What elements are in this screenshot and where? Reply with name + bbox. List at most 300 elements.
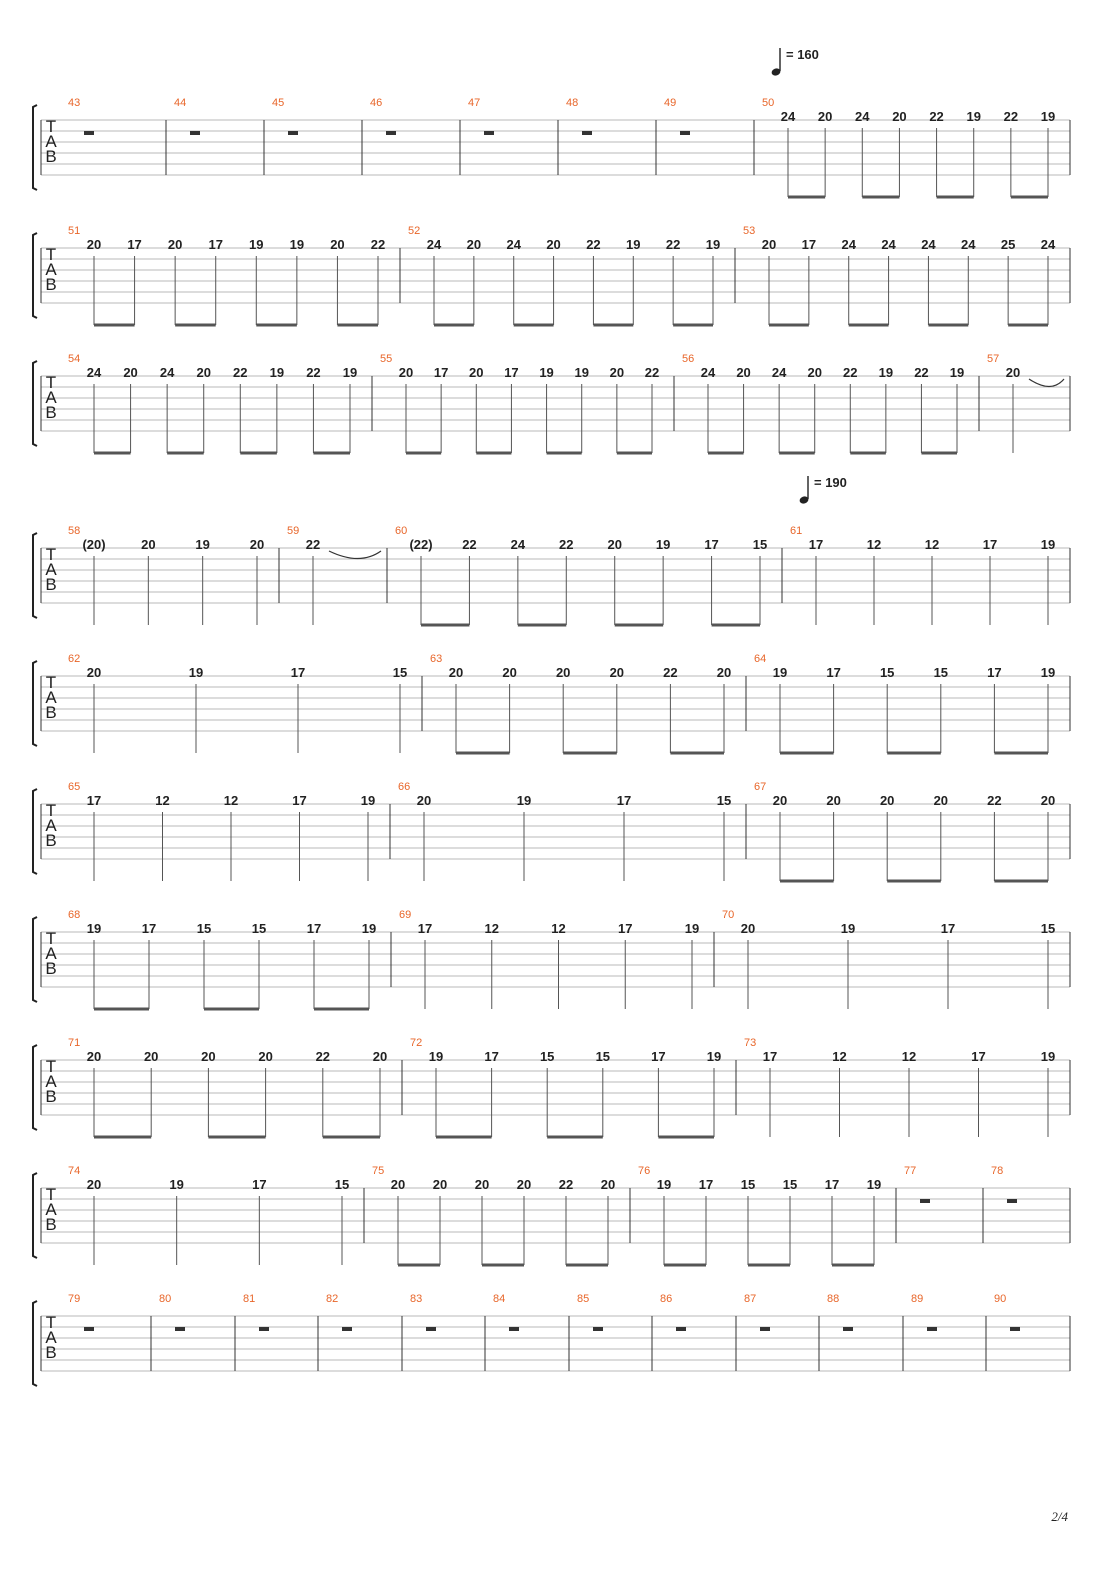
tab-clef-letter: B: [45, 275, 57, 294]
measure-number: 86: [660, 1293, 673, 1305]
tab-system: [33, 1293, 1070, 1386]
fret-number: 20: [123, 365, 138, 380]
fret-number: 19: [626, 237, 641, 252]
measure: [754, 653, 1055, 753]
fret-number: (20): [82, 537, 106, 552]
measure-number: 43: [68, 97, 81, 109]
fret-number: 19: [169, 1177, 184, 1192]
measure: [827, 1293, 853, 1331]
whole-rest: [760, 1327, 770, 1331]
tab-clef-letter: A: [45, 132, 57, 151]
measure: [790, 525, 1055, 625]
fret-number: 22: [305, 537, 321, 552]
fret-number: 22: [843, 365, 858, 380]
fret-number: 22: [929, 109, 944, 124]
fret-number: 20: [826, 793, 841, 808]
tab-clef-letter: T: [45, 245, 57, 264]
fret-number: 20: [607, 537, 622, 552]
fret-number: 20: [398, 365, 414, 380]
measure: [174, 97, 200, 135]
tab-clef-letter: A: [45, 1328, 57, 1347]
measure-number: 90: [994, 1293, 1007, 1305]
fret-number: 17: [141, 921, 157, 936]
fret-number: 24: [855, 109, 870, 124]
measure-number: 80: [159, 1293, 172, 1305]
measure-number: 66: [398, 781, 411, 793]
fret-number: 24: [86, 365, 102, 380]
fret-number: 15: [1040, 921, 1056, 936]
fret-number: 20: [141, 537, 156, 552]
tab-system: [33, 653, 1070, 753]
fret-number: 20: [416, 793, 432, 808]
tab-system: [33, 525, 1070, 625]
measure: [987, 353, 1064, 453]
whole-rest: [1010, 1327, 1020, 1331]
fret-number: 20: [466, 237, 482, 252]
fret-number: 24: [921, 237, 936, 252]
fret-number: 20: [448, 665, 464, 680]
measure: [68, 353, 357, 453]
fret-number: 20: [469, 365, 484, 380]
measure-number: 88: [827, 1293, 840, 1305]
tie-arc: [329, 551, 381, 559]
measure: [638, 1165, 881, 1265]
measure-number: 71: [68, 1037, 81, 1049]
fret-number: 15: [539, 1049, 555, 1064]
fret-number: 17: [616, 793, 632, 808]
fret-number: 22: [987, 793, 1002, 808]
whole-rest: [1007, 1199, 1017, 1203]
fret-number: 25: [1000, 237, 1016, 252]
tab-system: [33, 225, 1070, 325]
fret-number: 17: [982, 537, 998, 552]
tab-clef-letter: B: [45, 1343, 57, 1362]
measure-number: 57: [987, 353, 1000, 365]
measure-number: 81: [243, 1293, 256, 1305]
fret-number: 20: [201, 1049, 216, 1064]
fret-number: 12: [924, 537, 940, 552]
tab-clef-letter: T: [45, 929, 57, 948]
whole-rest: [386, 131, 396, 135]
measure: [68, 525, 264, 625]
fret-number: 19: [360, 793, 376, 808]
fret-number: 19: [705, 237, 721, 252]
fret-number: 20: [167, 237, 183, 252]
fret-number: 24: [159, 365, 175, 380]
fret-number: 20: [516, 1177, 532, 1192]
fret-number: 20: [736, 365, 751, 380]
measure: [68, 1165, 349, 1265]
measure: [410, 1037, 721, 1137]
system-bracket: [33, 1045, 37, 1130]
whole-rest: [593, 1327, 603, 1331]
fret-number: 20: [609, 665, 625, 680]
fret-number: 17: [306, 921, 322, 936]
fret-number: 20: [249, 537, 265, 552]
measure: [744, 1293, 770, 1331]
fret-number: 24: [1040, 237, 1056, 252]
fret-number: 17: [618, 921, 633, 936]
tab-clef-letter: T: [45, 373, 57, 392]
measure-number: 79: [68, 1293, 81, 1305]
fret-number: 17: [127, 237, 142, 252]
fret-number: 22: [306, 365, 321, 380]
fret-number: 17: [808, 537, 824, 552]
fret-number: 22: [370, 237, 386, 252]
whole-rest: [927, 1327, 937, 1331]
fret-number: 19: [655, 537, 671, 552]
tab-clef-letter: B: [45, 703, 57, 722]
whole-rest: [509, 1327, 519, 1331]
tab-system: [33, 909, 1070, 1009]
measure-number: 77: [904, 1165, 917, 1177]
system-bracket: [33, 789, 37, 874]
measure-number: 49: [664, 97, 677, 109]
measure: [68, 225, 385, 325]
fret-number: 19: [342, 365, 358, 380]
fret-number: 15: [595, 1049, 611, 1064]
fret-number: 22: [663, 665, 678, 680]
whole-rest: [582, 131, 592, 135]
measure-number: 73: [744, 1037, 757, 1049]
fret-number: 17: [433, 365, 449, 380]
fret-number: 20: [196, 365, 211, 380]
fret-number: 24: [841, 237, 856, 252]
measure-number: 44: [174, 97, 187, 109]
fret-number: 20: [546, 237, 561, 252]
measure: [287, 525, 381, 625]
fret-number: 12: [901, 1049, 917, 1064]
whole-rest: [676, 1327, 686, 1331]
fret-number: 20: [86, 1177, 102, 1192]
tab-system: [33, 1165, 1070, 1265]
whole-rest: [259, 1327, 269, 1331]
whole-rest: [84, 1327, 94, 1331]
fret-number: 17: [252, 1177, 267, 1192]
fret-number: 17: [208, 237, 223, 252]
measure: [272, 97, 298, 135]
measure-number: 46: [370, 97, 383, 109]
measure-number: 64: [754, 653, 767, 665]
fret-number: 20: [474, 1177, 490, 1192]
fret-number: 12: [223, 793, 239, 808]
fret-number: 19: [1040, 665, 1056, 680]
measure: [68, 1037, 387, 1137]
measure-number: 75: [372, 1165, 385, 1177]
fret-number: 20: [555, 665, 571, 680]
system-bracket: [33, 533, 37, 618]
fret-number: 19: [195, 537, 210, 552]
measure: [744, 1037, 1055, 1137]
fret-number: 22: [559, 537, 574, 552]
measure-number: 63: [430, 653, 443, 665]
measure: [370, 97, 396, 135]
fret-number: 12: [866, 537, 882, 552]
fret-number: 15: [740, 1177, 756, 1192]
measure: [326, 1293, 352, 1331]
fret-number: 20: [1005, 365, 1021, 380]
fret-number: 19: [289, 237, 305, 252]
system-bracket: [33, 917, 37, 1002]
measure-number: 84: [493, 1293, 506, 1305]
fret-number: 20: [716, 665, 732, 680]
measure: [430, 653, 731, 753]
fret-number: 20: [390, 1177, 406, 1192]
measure: [664, 97, 690, 135]
fret-number: 20: [761, 237, 777, 252]
whole-rest: [288, 131, 298, 135]
tab-system: [33, 1037, 1070, 1137]
fret-number: 24: [510, 537, 526, 552]
fret-number: 12: [484, 921, 499, 936]
fret-number: 24: [771, 365, 787, 380]
fret-number: 17: [824, 1177, 840, 1192]
fret-number: 17: [86, 793, 102, 808]
tab-clef-letter: B: [45, 403, 57, 422]
tab-system: [33, 97, 1070, 197]
measure-number: 58: [68, 525, 81, 537]
fret-number: 19: [539, 365, 554, 380]
measure-number: 62: [68, 653, 81, 665]
measure: [410, 1293, 436, 1331]
whole-rest: [680, 131, 690, 135]
measure: [682, 353, 964, 453]
fret-number: 12: [832, 1049, 847, 1064]
fret-number: 17: [704, 537, 719, 552]
tab-clef-letter: A: [45, 560, 57, 579]
whole-rest: [920, 1199, 930, 1203]
measure: [68, 97, 94, 135]
tab-clef-letter: B: [45, 1087, 57, 1106]
fret-number: 17: [940, 921, 956, 936]
measure: [991, 1165, 1017, 1203]
measure-number: 85: [577, 1293, 590, 1305]
fret-number: 22: [558, 1177, 574, 1192]
fret-number: 17: [417, 921, 433, 936]
fret-number: 20: [86, 1049, 102, 1064]
measure-number: 83: [410, 1293, 423, 1305]
tab-clef-letter: B: [45, 575, 57, 594]
measure: [660, 1293, 686, 1331]
fret-number: 19: [706, 1049, 722, 1064]
fret-number: 17: [762, 1049, 778, 1064]
fret-number: 19: [574, 365, 589, 380]
fret-number: 24: [961, 237, 976, 252]
measure-number: 61: [790, 525, 803, 537]
tab-clef-letter: A: [45, 388, 57, 407]
page-number: 2/4: [1051, 1509, 1068, 1524]
fret-number: 19: [1040, 1049, 1056, 1064]
tab-clef-letter: T: [45, 1313, 57, 1332]
tab-clef-letter: T: [45, 545, 57, 564]
tab-clef-letter: T: [45, 673, 57, 692]
fret-number: 20: [600, 1177, 616, 1192]
fret-number: 19: [428, 1049, 444, 1064]
fret-number: 12: [551, 921, 566, 936]
fret-number: 19: [878, 365, 894, 380]
measure: [68, 909, 376, 1009]
measure: [566, 97, 592, 135]
measure-number: 72: [410, 1037, 423, 1049]
tab-clef-letter: B: [45, 831, 57, 850]
measure: [243, 1293, 269, 1331]
fret-number: 15: [752, 537, 768, 552]
fret-number: 19: [772, 665, 788, 680]
fret-number: 17: [698, 1177, 714, 1192]
fret-number: 19: [249, 237, 264, 252]
measure-number: 78: [991, 1165, 1004, 1177]
measure: [408, 225, 720, 325]
fret-number: 20: [807, 365, 822, 380]
whole-rest: [84, 131, 94, 135]
fret-number: 15: [196, 921, 212, 936]
fret-number: 19: [86, 921, 102, 936]
system-bracket: [33, 1301, 37, 1386]
fret-number: 20: [772, 793, 788, 808]
fret-number: 17: [292, 793, 307, 808]
fret-number: 20: [143, 1049, 159, 1064]
whole-rest: [175, 1327, 185, 1331]
system-bracket: [33, 1173, 37, 1258]
fret-number: 19: [269, 365, 285, 380]
fret-number: 20: [609, 365, 625, 380]
fret-number: 22: [1003, 109, 1019, 124]
tab-clef-letter: A: [45, 688, 57, 707]
measure: [994, 1293, 1020, 1331]
measure: [68, 653, 407, 753]
fret-number: 17: [290, 665, 306, 680]
fret-number: 20: [1040, 793, 1056, 808]
fret-number: 17: [504, 365, 519, 380]
measure-number: 89: [911, 1293, 924, 1305]
measure: [395, 525, 767, 625]
measure-number: 47: [468, 97, 481, 109]
whole-rest: [484, 131, 494, 135]
fret-number: 19: [684, 921, 700, 936]
measure: [577, 1293, 603, 1331]
measure-number: 48: [566, 97, 579, 109]
measure-number: 70: [722, 909, 735, 921]
measure-number: 60: [395, 525, 408, 537]
tab-clef-letter: T: [45, 1185, 57, 1204]
fret-number: 22: [233, 365, 248, 380]
measure: [380, 353, 659, 453]
fret-number: 20: [330, 237, 345, 252]
tab-clef-letter: A: [45, 816, 57, 835]
tab-clef-letter: A: [45, 944, 57, 963]
whole-rest: [426, 1327, 436, 1331]
tab-clef-letter: A: [45, 260, 57, 279]
measure-number: 74: [68, 1165, 81, 1177]
measure-number: 50: [762, 97, 775, 109]
fret-number: 24: [881, 237, 896, 252]
fret-number: 20: [502, 665, 517, 680]
tab-system: [33, 781, 1070, 881]
measure-number: 55: [380, 353, 393, 365]
measure-number: 68: [68, 909, 81, 921]
fret-number: 17: [484, 1049, 499, 1064]
measure-number: 56: [682, 353, 695, 365]
fret-number: 24: [426, 237, 442, 252]
fret-number: 19: [1040, 537, 1056, 552]
fret-number: 15: [334, 1177, 350, 1192]
tab-clef-letter: A: [45, 1072, 57, 1091]
fret-number: 15: [716, 793, 732, 808]
tempo-marking: = 160: [786, 47, 819, 62]
fret-number: 20: [372, 1049, 388, 1064]
fret-number: 19: [840, 921, 856, 936]
measure: [762, 97, 1055, 197]
measure-number: 76: [638, 1165, 651, 1177]
fret-number: 24: [780, 109, 796, 124]
fret-number: 19: [866, 1177, 882, 1192]
system-bracket: [33, 233, 37, 318]
fret-number: 19: [949, 365, 965, 380]
fret-number: 22: [665, 237, 681, 252]
fret-number: 22: [914, 365, 929, 380]
fret-number: 20: [258, 1049, 273, 1064]
measure-number: 52: [408, 225, 421, 237]
measure: [372, 1165, 615, 1265]
fret-number: 19: [361, 921, 377, 936]
fret-number: 19: [1040, 109, 1056, 124]
tab-clef-letter: B: [45, 959, 57, 978]
fret-number: 22: [644, 365, 660, 380]
fret-number: 15: [933, 665, 949, 680]
fret-number: 22: [462, 537, 477, 552]
measure: [399, 909, 699, 1009]
whole-rest: [342, 1327, 352, 1331]
measure: [68, 781, 375, 881]
fret-number: 17: [987, 665, 1002, 680]
fret-number: 19: [516, 793, 532, 808]
fret-number: 15: [782, 1177, 798, 1192]
fret-number: 15: [879, 665, 895, 680]
fret-number: 20: [432, 1177, 448, 1192]
fret-number: 20: [817, 109, 833, 124]
whole-rest: [843, 1327, 853, 1331]
measure-number: 87: [744, 1293, 757, 1305]
measure-number: 45: [272, 97, 285, 109]
measure: [911, 1293, 937, 1331]
measure: [159, 1293, 185, 1331]
measure-number: 69: [399, 909, 412, 921]
measure: [722, 909, 1055, 1009]
measure: [754, 781, 1055, 881]
fret-number: 19: [656, 1177, 672, 1192]
fret-number: 17: [651, 1049, 666, 1064]
measure: [398, 781, 731, 881]
fret-number: 17: [801, 237, 817, 252]
measure-number: 53: [743, 225, 756, 237]
fret-number: 15: [251, 921, 267, 936]
system-bracket: [33, 105, 37, 190]
fret-number: 20: [933, 793, 949, 808]
tempo-marking: = 190: [814, 475, 847, 490]
measure-number: 59: [287, 525, 300, 537]
system-bracket: [33, 661, 37, 746]
measure-number: 65: [68, 781, 81, 793]
measure-number: 54: [68, 353, 81, 365]
measure-number: 82: [326, 1293, 339, 1305]
fret-number: 12: [155, 793, 170, 808]
fret-number: 20: [740, 921, 756, 936]
fret-number: 20: [86, 237, 102, 252]
fret-number: 24: [700, 365, 716, 380]
tab-clef-letter: B: [45, 1215, 57, 1234]
tab-clef-letter: B: [45, 147, 57, 166]
measure: [468, 97, 494, 135]
